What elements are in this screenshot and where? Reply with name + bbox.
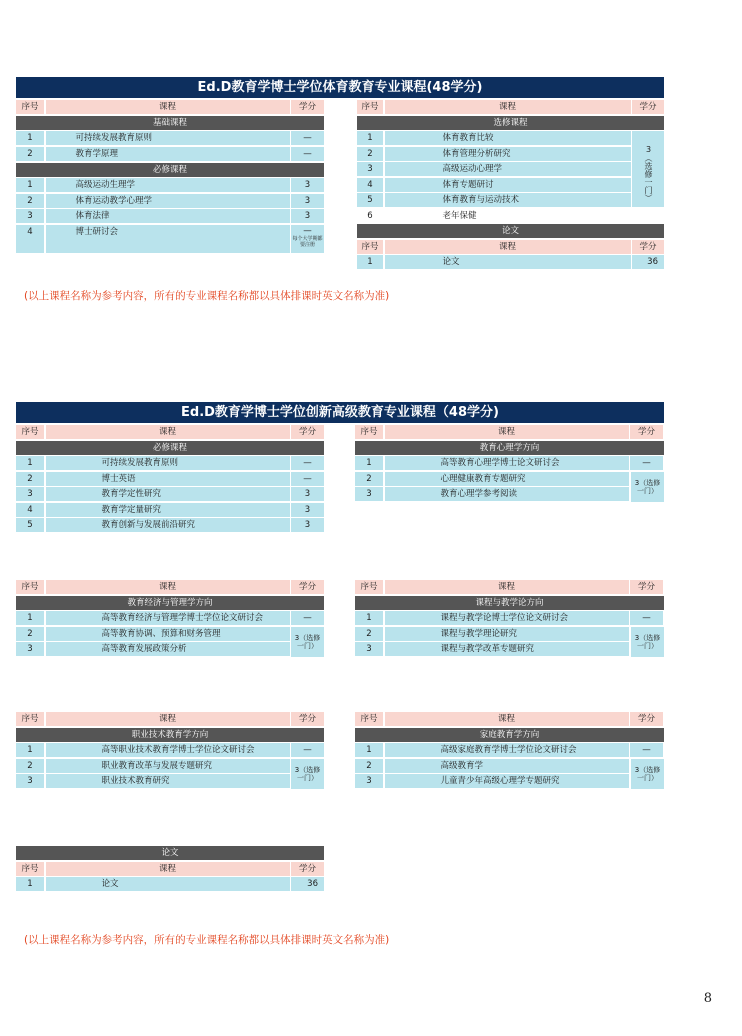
elective-block <box>357 131 664 223</box>
table-header: 序号 课程 学分 <box>16 580 324 594</box>
table-row: 2 高级教育学 <box>355 759 664 773</box>
course-note: (以上课程名称为参考内容，所有的专业课程名称都以具体排课时英文名称为准) <box>24 934 390 946</box>
elective-credit <box>291 759 324 789</box>
sec1-right-table <box>357 100 664 271</box>
table-row: 5 体育教育与运动技术 <box>357 193 664 207</box>
table-header: 序号 课程 学分 <box>16 862 324 876</box>
table-row: 3 高级运动心理学 <box>357 162 664 176</box>
section-label: 选修课程 <box>357 116 664 130</box>
first-credit: — <box>630 456 663 470</box>
table-row: 2 心理健康教育专题研究 <box>355 472 664 486</box>
table-row: 4 体育专题研讨 <box>357 178 664 192</box>
track-voc-table <box>16 712 324 790</box>
table-row: 1 高等职业技术教育学博士学位论文研讨会 — <box>16 743 324 757</box>
table-row: 4 教育学定量研究 3 <box>16 503 324 517</box>
table-row: 3 教育心理学参考阅读 <box>355 487 664 501</box>
sec2-required-table <box>16 425 324 534</box>
elective-credit <box>631 627 664 657</box>
first-credit: — <box>291 611 324 625</box>
first-credit: — <box>291 743 324 757</box>
section-label: 教育经济与管理学方向 <box>16 596 324 610</box>
table-header: 序号 课程 学分 <box>355 712 664 726</box>
sec2-thesis-table <box>16 846 324 893</box>
course-note: (以上课程名称为参考内容，所有的专业课程名称都以具体排课时英文名称为准) <box>24 290 390 302</box>
table-header <box>16 100 324 114</box>
table-row: 1 可持续发展教育原则 — <box>16 456 324 470</box>
elective-credit <box>291 627 324 657</box>
section-label: 课程与教学论方向 <box>355 596 664 610</box>
table-header: 序号 课程 学分 <box>357 100 664 114</box>
track-rows <box>16 743 324 788</box>
table-row: 5 教育创新与发展前沿研究 3 <box>16 518 324 532</box>
track-rows <box>355 743 664 788</box>
table-row: 1 论文 36 <box>16 877 324 891</box>
section-label: 职业技术教育学方向 <box>16 728 324 742</box>
table-row: 2 职业教育改革与发展专题研究 <box>16 759 324 773</box>
table-row: 1 高等教育心理学博士论文研讨会 — <box>355 456 664 470</box>
table-header: 序号 课程 学分 <box>357 240 664 254</box>
table-row: 4 博士研讨会 — 每个大学期都要注册 <box>16 225 324 253</box>
section-label: 必修课程 <box>16 163 324 177</box>
track-rows <box>16 611 324 656</box>
table-header: 序号 课程 学分 <box>16 712 324 726</box>
section-label: 教育心理学方向 <box>355 441 664 455</box>
elective-credit-text: 3（选修一门） <box>294 765 321 782</box>
section-label: 论文 <box>357 224 664 238</box>
table-row: 1 体育教育比较 <box>357 131 664 145</box>
col-course-header: 课程 <box>46 100 290 114</box>
table-row: 3 职业技术教育研究 <box>16 774 324 788</box>
elective-credit <box>631 759 664 789</box>
track-psych-table <box>355 425 664 503</box>
section-label: 论文 <box>16 846 324 860</box>
table-row: 2 课程与教学理论研究 <box>355 627 664 641</box>
first-credit: — <box>630 743 663 757</box>
table-row: 1 课程与教学论博士学位论文研讨会 — <box>355 611 664 625</box>
sec1-left-table <box>16 100 324 254</box>
table-row: 1 高等教育经济与管理学博士学位论文研讨会 — <box>16 611 324 625</box>
track-family-table <box>355 712 664 790</box>
section-label: 基础课程 <box>16 116 324 130</box>
col-credit-header: 学分 <box>291 100 324 114</box>
page-number: 8 <box>703 991 712 1006</box>
elective-credit: 3（选修一门） <box>632 131 664 207</box>
col-no-header: 序号 <box>16 100 44 114</box>
table-header: 序号 课程 学分 <box>355 425 664 439</box>
table-row: 2 高等教育协调、预算和财务管理 <box>16 627 324 641</box>
elective-credit-text: 3（选修一门） <box>634 633 661 650</box>
track-rows <box>355 611 664 656</box>
track-rows <box>355 456 664 501</box>
section1-title: Ed.D教育学博士学位体育教育专业课程(48学分) <box>16 77 664 98</box>
table-row: 2 体育管理分析研究 <box>357 147 664 161</box>
table-row: 2 教育学原理 — <box>16 147 324 161</box>
table-row: 2 博士英语 — <box>16 472 324 486</box>
table-row: 3 课程与教学改革专题研究 <box>355 642 664 656</box>
section2-title: Ed.D教育学博士学位创新高级教育专业课程（48学分) <box>16 402 664 423</box>
elective-credit-text: 3（选修一门） <box>634 765 661 782</box>
table-row: 1 可持续发展教育原则 — <box>16 131 324 145</box>
table-row: 1 论文 36 <box>357 255 664 269</box>
table-row: 2 体育运动教学心理学 3 <box>16 194 324 208</box>
table-row: 3 高等教育发展政策分析 <box>16 642 324 656</box>
table-row: 3 教育学定性研究 3 <box>16 487 324 501</box>
track-curric-table <box>355 580 664 658</box>
table-header: 序号 课程 学分 <box>16 425 324 439</box>
table-row: 3 儿童青少年高级心理学专题研究 <box>355 774 664 788</box>
section-label: 必修课程 <box>16 441 324 455</box>
table-row: 1 高级运动生理学 3 <box>16 178 324 192</box>
table-row: 6 老年保健 <box>367 210 477 221</box>
track-econ-table <box>16 580 324 658</box>
section-label: 家庭教育学方向 <box>355 728 664 742</box>
table-row: 1 高级家庭教育学博士学位论文研讨会 — <box>355 743 664 757</box>
table-header: 序号 课程 学分 <box>355 580 664 594</box>
first-credit: — <box>630 611 663 625</box>
table-row: 3 体育法律 3 <box>16 209 324 223</box>
elective-credit-text: 3（选修一门） <box>634 478 661 495</box>
elective-credit-text: 3（选修一门） <box>294 633 321 650</box>
elective-credit <box>631 472 664 502</box>
